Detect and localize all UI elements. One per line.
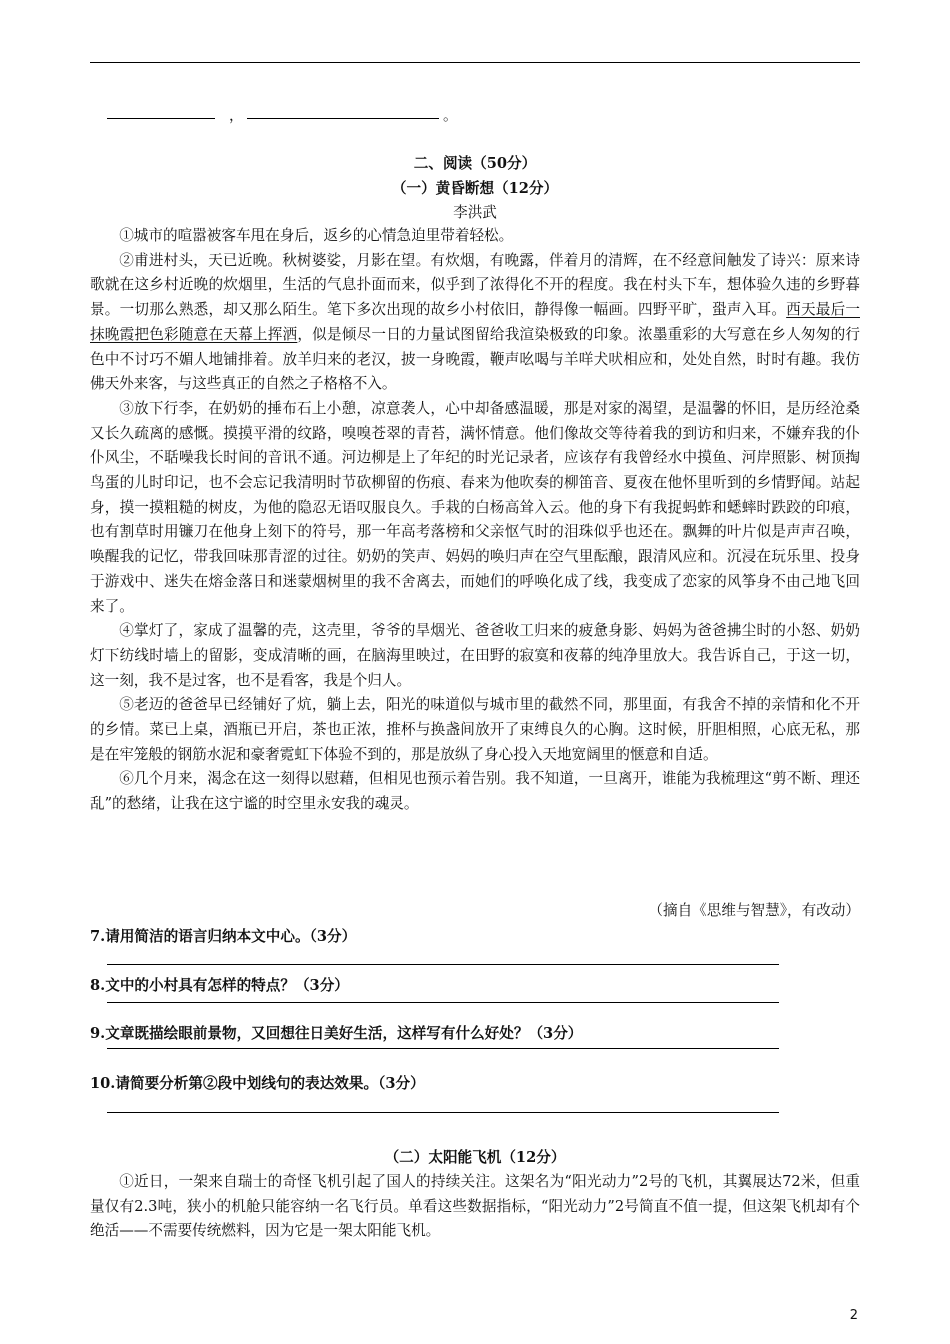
blank-line-1[interactable] — [107, 118, 215, 119]
article1-source: （摘自《思维与智慧》，有改动） — [648, 902, 860, 919]
fill-comma: ， — [229, 107, 244, 124]
paragraph-2-text: ②甫进村头，天已近晚。秋树婆娑，月影在望。有炊烟，有晚露，伴着月的清辉，在不经意间触发了诗兴：原来诗歌就在这乡村近晚的炊烟里，生活的气息扑面而来，似乎到了浓得化不开的程度。我在村头下车，想体验久违的乡野暮景。一切那么熟悉，却又那么陌生。笔下多次出现的故乡小村依旧，静得像一幅画。四野平旷，蛩声入耳。 — [90, 251, 860, 319]
fill-period: 。 — [443, 107, 458, 124]
question-7: 7.请用简洁的语言归纳本文中心。（3分） — [90, 928, 357, 945]
question-10: 10.请简要分析第②段中划线句的表达效果。（3分） — [90, 1075, 425, 1092]
question-8: 8.文中的小村具有怎样的特点？（3分） — [90, 977, 349, 994]
paragraph-2-tail: ，似是倾尽一日的力量试图留给我渲染极致的印象。浓墨重彩的大写意在乡人匆匆的行色中不讨巧不媚人地铺排着。放羊归来的老汉，披一身晚霞，鞭声吆喝与羊咩犬吠相应和，处处自然，时时有趣。我仿佛天外来客，与这些真正的自然之子格格不入。 — [90, 325, 860, 393]
article1-author: 李洪武 — [453, 204, 497, 221]
answer-line-10[interactable] — [107, 1112, 779, 1113]
paragraph-3: ③放下行李，在奶奶的捶布石上小憩，凉意袭人，心中却备感温暖，那是对家的渴望，是温馨的怀旧，是历经沧桑又长久疏离的感慨。摸摸平滑的纹路，嗅嗅苍翠的青苔，满怀情意。他们像故交等待着我的到访和归来，不嫌弃我的仆仆风尘，不聒噪我长时间的音讯不通。河边柳是上了年纪的时光记录者，应该存有我曾经水中摸鱼、河岸照影、树顶掏鸟蛋的儿时印记，也不会忘记我清明时节砍柳留的伤痕、春来为他吹奏的柳笛音、夏夜在他怀里听到的乡情野闻。站起身，摸一摸粗糙的树皮，为他的隐忍无语叹服良久。手栽的白杨高耸入云。他的身下有我捉蚂蚱和蟋蟀时跌跤的印痕，也有割草时用镰刀在他身上刻下的符号，那一年高考落榜和父亲怄气时的泪珠似乎也还在。飘舞的叶片似是声声召唤，唤醒我的记忆，带我回味那青涩的过往。奶奶的笑声、妈妈的唤归声在空气里酝酿，跟清风应和。沉浸在玩乐里、投身于游戏中、迷失在熔金落日和迷蒙烟树里的我不舍离去，而她们的呼唤化成了线，我变成了恋家的风筝身不由己地飞回来了。 — [90, 399, 860, 615]
article2-body — [90, 1170, 860, 1244]
answer-line-8[interactable] — [107, 1002, 779, 1003]
article1-body — [90, 224, 860, 817]
paragraph-2 — [90, 249, 860, 397]
article2-paragraph-1: ①近日，一架来自瑞士的奇怪飞机引起了国人的持续关注。这架名为“阳光动力”2号的飞机，其翼展达72米，但重量仅有2.3吨，狭小的机舱只能容纳一名飞行员。单看这些数据指标，“阳光动力”2号简直不值一提，但这架飞机却有个绝活——不需要传统燃料，因为它是一架太阳能飞机。 — [90, 1173, 860, 1240]
article2-title: （二）太阳能飞机（12分） — [384, 1149, 566, 1166]
blank-line-2[interactable] — [247, 118, 439, 119]
article1-title: （一）黄昏断想（12分） — [391, 180, 559, 197]
page-number: 2 — [849, 1308, 858, 1323]
underlined-sentence: 西天最后一抹晚霞把色彩随意在天幕上挥洒 — [90, 301, 860, 343]
paragraph-4: ④掌灯了，家成了温馨的壳，这壳里，爷爷的旱烟光、爸爸收工归来的疲惫身影、妈妈为爸爸拂尘时的小怒、奶奶灯下纺线时墙上的留影，变成清晰的画，在脑海里映过，在田野的寂寞和夜幕的纯净里放大。我告诉自己，于这一切，这一刻，我不是过客，也不是看客，我是个归人。 — [90, 622, 860, 689]
answer-line-9[interactable] — [107, 1048, 779, 1049]
answer-line-7[interactable] — [107, 964, 779, 965]
paragraph-5: ⑤老迈的爸爸早已经铺好了炕，躺上去，阳光的味道似与城市里的截然不同，那里面，有我舍不掉的亲情和化不开的乡情。菜已上桌，酒瓶已开启，茶也正浓，推杯与换盏间放开了束缚良久的心胸。这时候，肝胆相照，心底无私，那是在牢笼般的钢筋水泥和豪奢霓虹下体验不到的，那是放纵了身心投入天地宽阔里的惬意和自适。 — [90, 696, 860, 763]
paragraph-6: ⑥几个月来，渴念在这一刻得以慰藉，但相见也预示着告别。我不知道，一旦离开，谁能为我梳理这“剪不断、理还乱”的愁绪，让我在这宁谧的时空里永安我的魂灵。 — [90, 770, 860, 813]
question-9: 9.文章既描绘眼前景物，又回想往日美好生活，这样写有什么好处？（3分） — [90, 1025, 583, 1042]
paragraph-1: ①城市的喧嚣被客车甩在身后，返乡的心情急迫里带着轻松。 — [119, 227, 514, 244]
section-title: 二、阅读（50分） — [413, 155, 537, 172]
header-rule — [90, 62, 860, 63]
